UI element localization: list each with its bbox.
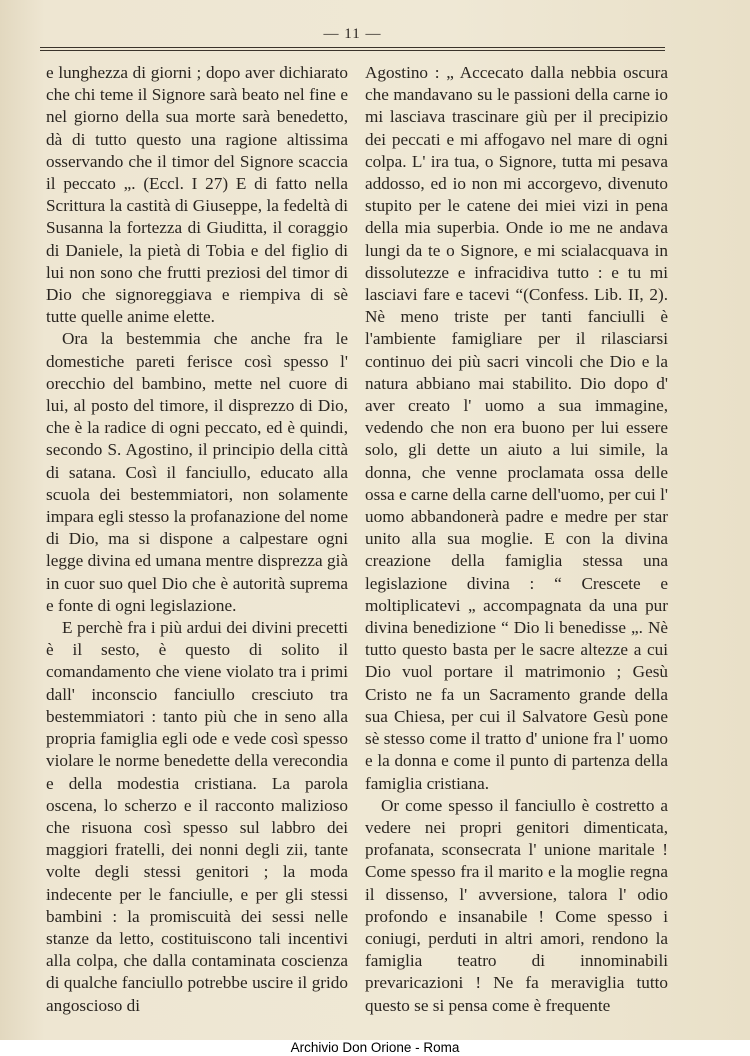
header-rule <box>40 47 665 48</box>
left-paragraph-1: e lunghezza di giorni ; dopo aver dichiarato che chi teme il Signore sarà beato nel fine e nel giorno della sua morte sarà benedetto, dà di tutto questo una ragione altissima osservando che il timor del Signore scaccia il peccato „. (Eccl. I 27) E di fatto nella Scrittura la castità di Giuseppe, la fedeltà di Susanna la fortezza di Giuditta, il coraggio di Daniele, la pietà di Tobia e del figlio di lui non sono che frutti preziosi del timor di Dio che signoreggiava e riempiva di sè tutte quelle anime elette. <box>46 63 348 327</box>
right-paragraph-2: Or come spesso il fanciullo è costretto a vedere nei propri genitori dimenticata, profanata, sconsecrata l' unione maritale ! Come spesso fra il marito e la moglie regna il dissenso, l' avversione, talora l' odio profondo e insanabile ! Come spesso i coniugi, perduti in altri amori, rendono la famiglia teatro di innominabili prevaricazioni ! Ne fa meraviglia tutto questo se si pensa come è frequente <box>365 795 668 1015</box>
left-paragraph-2: Ora la bestemmia che anche fra le domestiche pareti ferisce così spesso l' orecchio del bambino, mette nel cuore di lui, al posto del timore, il disprezzo di Dio, che è la radice di ogni peccato, ed è quindi, secondo S. Agostino, il principio della città di satana. Così il fanciullo, educato alla scuola dei bestemmiatori, non solamente impara egli stesso la profanazione del nome di Dio, ma si dispone a calpestare ogni legge divina ed umana mentre disprezza già in cuor suo quel Dio che è autorità suprema e fonte di ogni legislazione. <box>46 329 348 615</box>
right-paragraph-1: Agostino : „ Accecato dalla nebbia oscura che mandavano su le passioni della carne io mi lasciava trascinare giù per il precipizio dei peccati e mi affogavo nel mare di ogni colpa. L' ira tua, o Signore, tutta mi pesava addosso, ed io non mi accorgevo, divenuto stupito per le catene dei miei vizi in pena della mia superbia. Onde io me ne andava lungi da te o Signore, e mi scialacquava in dissolutezze e infracidiva tutto : e tu mi lasciavi fare e tacevi “(Confess. Lib. II, 2). Nè meno triste per tanti fanciulli è l'ambiente famigliare per il rilasciarsi continuo dei più sacri vincoli che Dio e la natura abbiano mai stabilito. Dio dopo d' aver creato l' uomo a sua immagine, vedendo che non era buono per lui essere solo, gli dette un aiuto a lui simile, la donna, che venne proclamata ossa delle ossa e carne della carne dell'uomo, per cui l' uomo abbandonerà padre e medre per star unito alla sua moglie. E con la divina creazione della famiglia stessa una legislazione divina : “ Crescete e moltiplicatevi „ accompagnata da una pur divina benedizione “ Dio li benedisse „. Nè tutto questo basta per le sacre altezze a cui Dio vuol portare il matrimonio ; Gesù Cristo ne fa un Sacramento grande della sua Chiesa, per cui il Salvatore Gesù pone sè stesso come il tratto d' unione fra l' uomo e la donna e come il punto di partenza della famiglia cristiana. <box>365 63 668 793</box>
left-column <box>46 62 348 1017</box>
right-column <box>365 62 668 1017</box>
archive-footer: Archivio Don Orione - Roma <box>0 1040 750 1056</box>
left-paragraph-3: E perchè fra i più ardui dei divini precetti è il sesto, è questo di solito il comandamento che viene violato tra i primi dall' inconscio fanciullo cresciuto tra bestemmiatori : tanto più che in seno alla propria famiglia egli ode e vede così spesso violare le norme benedette della verecondia e della modestia cristiana. La parola oscena, lo scherzo e il racconto malizioso che risuona così spesso sul labbro dei maggiori fratelli, dei nonni degli zii, tante volte degli stessi genitori ; la moda indecente per le fanciulle, e per gli stessi bambini : la promiscuità dei sessi nelle stanze da letto, costituiscono tali incentivi alla colpa, che dalla contaminata coscienza di qualche fanciullo potrebbe uscire il grido angoscioso di <box>46 618 348 1015</box>
header-rule-thin <box>40 50 665 51</box>
page-number: — 11 — <box>323 26 382 42</box>
